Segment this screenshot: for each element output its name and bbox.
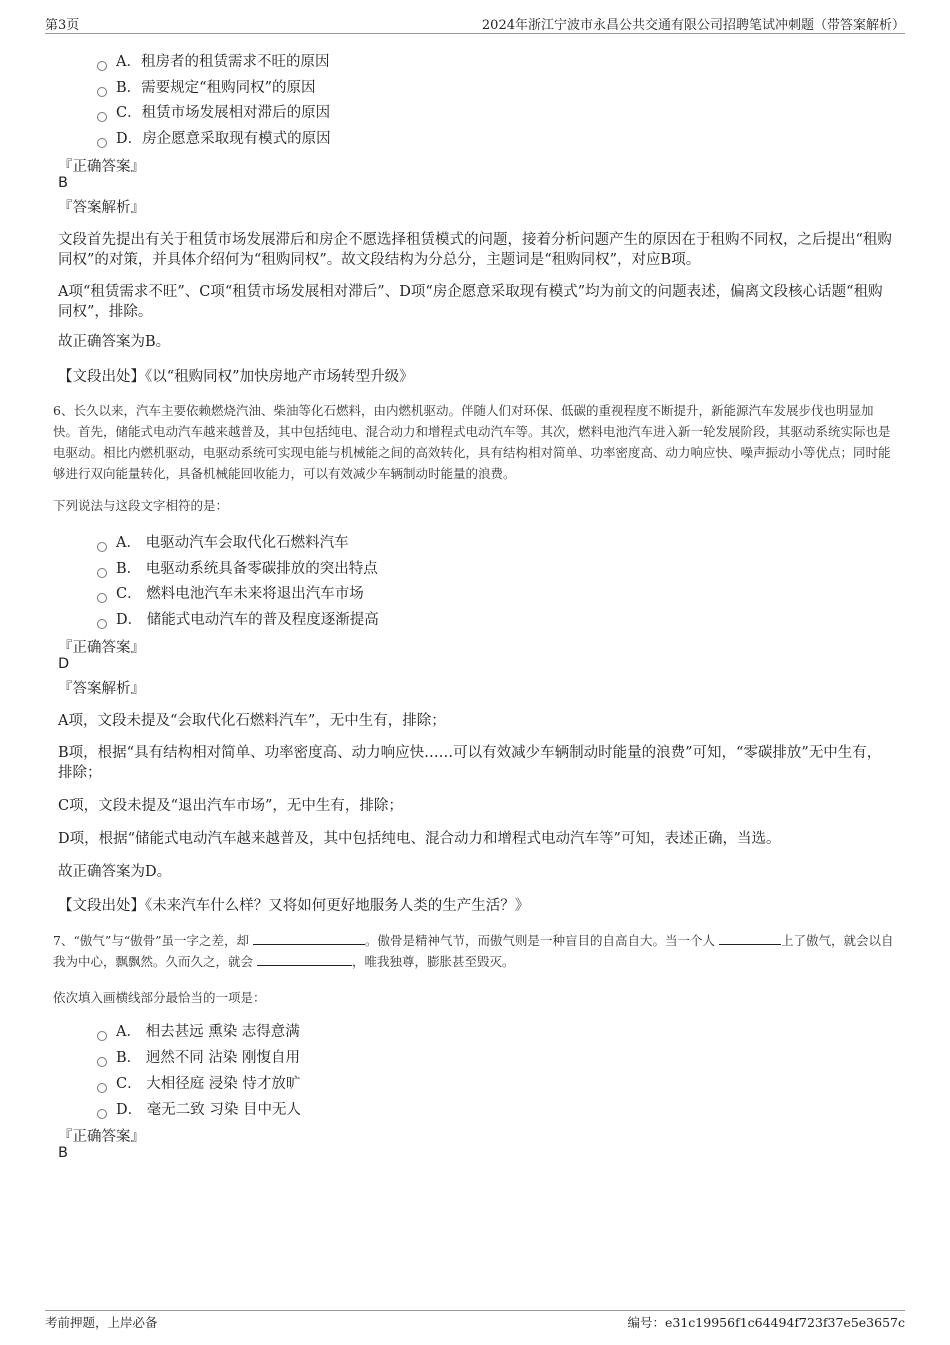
q5-analysis-label: 『答案解析』	[58, 200, 145, 216]
q7-blank-1[interactable]	[253, 931, 365, 945]
header-rule	[45, 33, 905, 34]
q6-analysis-a: A项，文段未提及“会取代化石燃料汽车”，无中生有，排除；	[58, 713, 446, 729]
q7-stem: 7、“傲气”与“傲骨”虽一字之差，却 。傲骨是精神气节，而傲气则是一种盲目的自高自大。当一个人 上了傲气，就会以自我为中心，飘飘然。久而久之，就会 ，唯我独尊，膨胀甚至毁灭。	[53, 933, 894, 969]
q6-option-b[interactable]: B． 电驱动系统具备零碳排放的突出特点	[97, 557, 378, 578]
document-id: 编号：e31c19956f1c64494f723f37e5e3657c	[627, 1315, 905, 1330]
q6-option-a[interactable]: A． 电驱动汽车会取代化石燃料汽车	[97, 531, 349, 552]
document-title: 2024年浙江宁波市永昌公共交通有限公司招聘笔试冲刺题（带答案解析）	[481, 18, 905, 33]
footer-slogan: 考前押题，上岸必备	[45, 1315, 158, 1330]
q7-option-a[interactable]: A． 相去甚远 熏染 志得意满	[97, 1020, 300, 1041]
q6-prompt: 下列说法与这段文字相符的是：	[53, 498, 229, 513]
q7-option-c[interactable]: C． 大相径庭 浸染 恃才放旷	[97, 1072, 300, 1093]
q5-answer: B	[58, 175, 68, 191]
q5-analysis-conclusion: 故正确答案为B。	[58, 334, 171, 350]
radio-icon[interactable]	[97, 1083, 107, 1093]
q6-stem: 6、长久以来，汽车主要依赖燃烧汽油、柴油等化石燃料，由内燃机驱动。伴随人们对环保、低碳的重视程度不断提升，新能源汽车发展步伐也明显加快。首先，储能式电动汽车越来越普及，其中包括纯电、混合动力和增程式电动汽车等。其次，燃料电池汽车进入新一轮发展阶段，其驱动系统实际也是电驱动。相比内燃机驱动，电驱动系统可实现电能与机械能之间的高效转化，具有结构相对简单、功率密度高、动力响应快、噪声振动小等优点；同时能够进行双向能量转化，具备机械能回收能力，可以有效减少车辆制动时能量的浪费。	[53, 403, 891, 481]
q7-answer-label: 『正确答案』	[58, 1129, 145, 1145]
q7-blank-2[interactable]	[719, 931, 781, 945]
radio-icon[interactable]	[97, 593, 107, 603]
page-number: 第3页	[45, 18, 80, 33]
radio-icon[interactable]	[97, 87, 107, 97]
q6-answer-label: 『正确答案』	[58, 640, 145, 656]
q6-option-c[interactable]: C． 燃料电池汽车未来将退出汽车市场	[97, 582, 364, 603]
radio-icon[interactable]	[97, 138, 107, 148]
q6-analysis-conclusion: 故正确答案为D。	[58, 864, 172, 880]
radio-icon[interactable]	[97, 112, 107, 122]
q7-option-d[interactable]: D． 毫无二致 习染 目中无人	[97, 1098, 301, 1119]
q5-option-d[interactable]: D．房企愿意采取现有模式的原因	[97, 127, 331, 148]
q6-analysis-d: D项，根据“储能式电动汽车越来越普及，其中包括纯电、混合动力和增程式电动汽车等”可知，表述正确，当选。	[58, 831, 781, 847]
radio-icon[interactable]	[97, 568, 107, 578]
radio-icon[interactable]	[97, 619, 107, 629]
q6-analysis-label: 『答案解析』	[58, 681, 145, 697]
q6-analysis-b: B项，根据“具有结构相对简单、功率密度高、动力响应快……可以有效减少车辆制动时能量的浪费”可知，“零碳排放”无中生有，排除；	[58, 745, 882, 781]
radio-icon[interactable]	[97, 1109, 107, 1119]
radio-icon[interactable]	[97, 61, 107, 71]
q5-source: 【文段出处】《以“租购同权”加快房地产市场转型升级》	[58, 369, 414, 385]
q6-analysis-c: C项，文段未提及“退出汽车市场”，无中生有，排除；	[58, 798, 403, 814]
radio-icon[interactable]	[97, 1031, 107, 1041]
q7-blank-3[interactable]	[257, 952, 352, 966]
q7-option-b[interactable]: B． 迥然不同 沾染 刚愎自用	[97, 1046, 300, 1067]
q5-option-a[interactable]: A．租房者的租赁需求不旺的原因	[97, 50, 329, 71]
q6-option-d[interactable]: D． 储能式电动汽车的普及程度逐渐提高	[97, 608, 379, 629]
q5-answer-label: 『正确答案』	[58, 159, 145, 175]
radio-icon[interactable]	[97, 542, 107, 552]
q5-option-c[interactable]: C．租赁市场发展相对滞后的原因	[97, 101, 330, 122]
footer-rule	[45, 1310, 905, 1311]
radio-icon[interactable]	[97, 1057, 107, 1067]
q5-analysis-p2: A项“租赁需求不旺”、C项“租赁市场发展相对滞后”、D项“房企愿意采取现有模式”均为前文的问题表述，偏离文段核心话题“租购同权”，排除。	[58, 284, 883, 320]
q5-option-b[interactable]: B．需要规定“租购同权”的原因	[97, 76, 315, 97]
q7-prompt: 依次填入画横线部分最恰当的一项是：	[53, 990, 266, 1005]
q6-answer: D	[58, 656, 70, 672]
q7-answer: B	[58, 1145, 68, 1161]
q5-analysis-p1: 文段首先提出有关于租赁市场发展滞后和房企不愿选择租赁模式的问题，接着分析问题产生的原因在于租购不同权，之后提出“租购同权”的对策，并具体介绍何为“租购同权”。故文段结构为分总分，主题词是“租购同权”，对应B项。	[58, 232, 892, 268]
q6-source: 【文段出处】《未来汽车什么样？又将如何更好地服务人类的生产生活？》	[58, 898, 530, 914]
